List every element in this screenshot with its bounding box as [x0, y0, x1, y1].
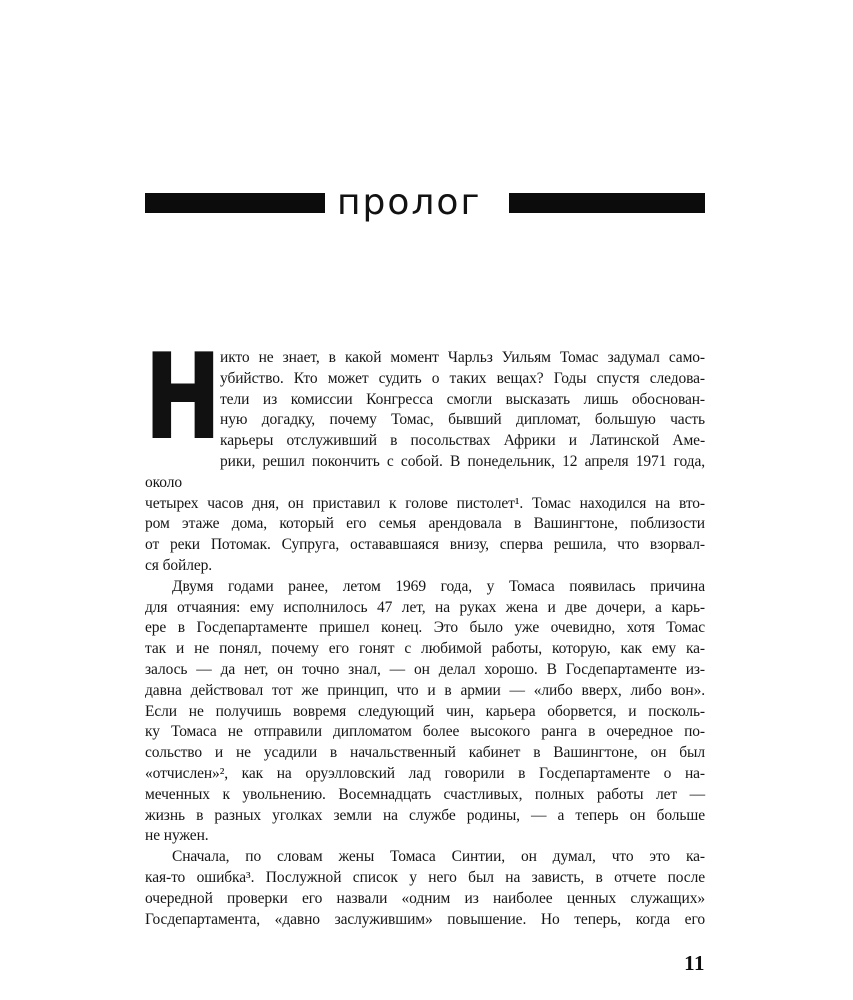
text-line: ере в Госдепартаменте пришел конец. Это было уже очевидно, хотя Томас [145, 619, 705, 637]
text-line: от реки Потомак. Супруга, остававшаяся внизу, сперва решила, что взорвал- [145, 536, 705, 554]
text-line: так и не понял, почему его гонят с любимой работы, которую, как ему ка- [145, 640, 705, 658]
heading-right-bar [509, 193, 705, 213]
body-text [145, 330, 705, 930]
text-line: «отчислен»², как на оруэлловский лад говорили в Госдепартаменте о на- [145, 764, 705, 782]
text-line: ром этаже дома, который его семья арендовала в Вашингтоне, поблизости [145, 515, 705, 533]
page-number: 11 [684, 951, 705, 975]
text-line: икто не знает, в какой момент Чарльз Уильям Томас задумал само- [220, 349, 705, 366]
text-line: очередной проверки его назвали «одним из наиболее ценных служащих» [145, 889, 705, 907]
text-line: кая-то ошибка³. Послужной список у него был на зависть, в отчете после [145, 868, 705, 886]
paragraph-2 [145, 577, 705, 847]
text-line: Госдепартамента, «давно заслужившим» повышение. Но теперь, когда его [145, 910, 705, 928]
text-line: ную догадку, почему Томас, бывший дипломат, большую часть [220, 411, 705, 429]
text-line: тели из комиссии Конгресса смогли высказать лишь обоснован- [220, 390, 705, 408]
heading-left-bar [145, 193, 325, 213]
text-line: Сначала, по словам жены Томаса Синтии, он думал, что это ка- [172, 848, 705, 866]
text-line: карьеры отслуживший в посольствах Африки и Латинской Аме- [220, 432, 705, 450]
text-line: залось — да нет, он точно знал, — он делал хорошо. В Госдепартаменте из- [145, 660, 705, 678]
drop-cap: Н [145, 330, 221, 465]
paragraph-3 [145, 847, 705, 930]
chapter-title: пролог [337, 182, 482, 223]
text-line: четырех часов дня, он приставил к голове пистолет¹. Томас находился на вто- [145, 494, 705, 512]
text-line: не нужен. [145, 827, 209, 845]
text-line: сольство и не усадили в начальственный кабинет в Вашингтоне, он был [145, 744, 705, 762]
text-line: ку Томаса не отправили дипломатом более высокого ранга в очередное по- [145, 723, 705, 741]
paragraph-1 [145, 330, 705, 577]
chapter-heading [145, 182, 705, 223]
text-line: давна действовал тот же принцип, что и в армии — «либо вверх, либо вон». [145, 681, 705, 699]
text-line: убийство. Кто может судить о таких вещах? Годы спустя следова- [220, 369, 705, 387]
text-line: рики, решил покончить с собой. В понедельник, 12 апреля 1971 года, около [145, 452, 705, 491]
text-line: для отчаяния: ему исполнилось 47 лет, на руках жена и две дочери, а карь- [145, 598, 705, 616]
text-line: меченных к увольнению. Восемнадцать счастливых, полных работы лет — [145, 785, 705, 803]
text-line: жизнь в разных уголках земли на службе родины, — а теперь он больше [145, 806, 705, 824]
text-line: Двумя годами ранее, летом 1969 года, у Томаса появилась причина [172, 577, 705, 595]
text-line: ся бойлер. [145, 556, 213, 574]
text-line: Если не получишь вовремя следующий чин, карьера оборвется, и посколь- [145, 702, 705, 720]
